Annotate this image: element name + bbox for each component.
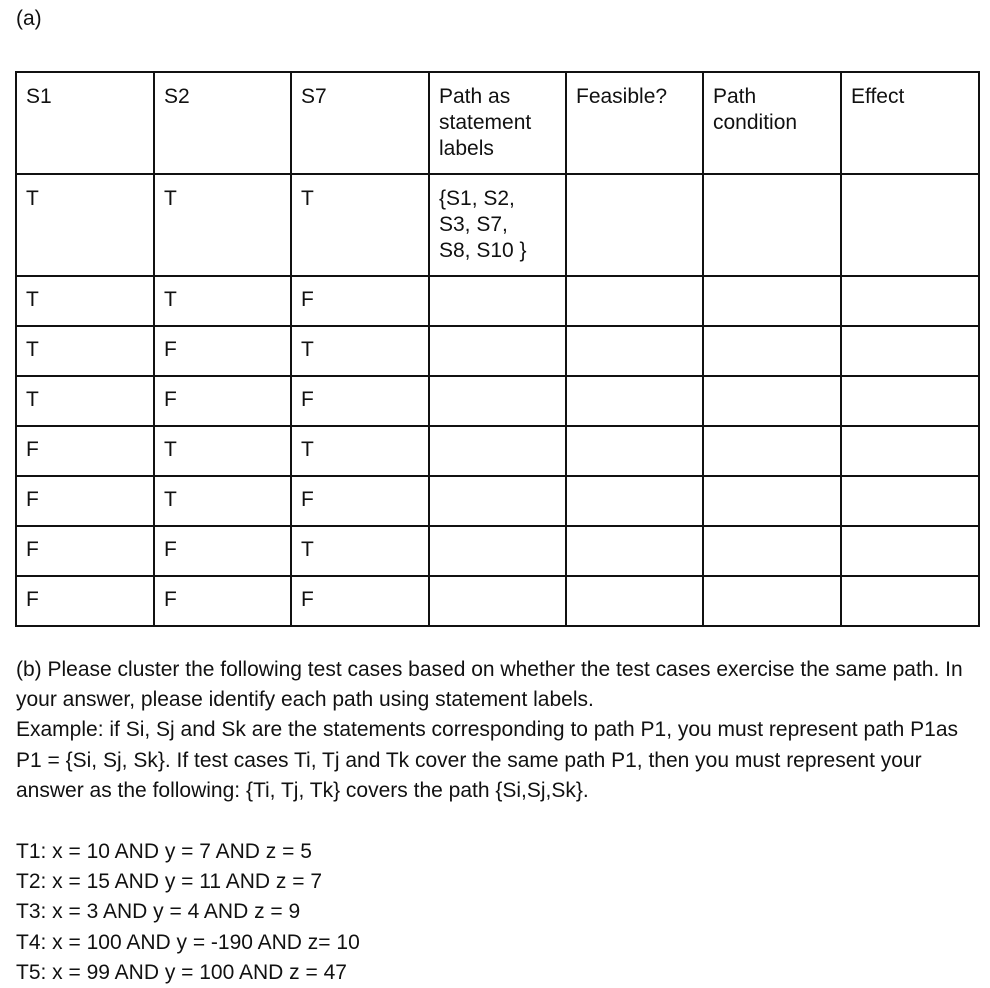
test-case-item: T3: x = 3 AND y = 4 AND z = 9 bbox=[16, 900, 301, 924]
header-cell-s2: S2 bbox=[154, 72, 291, 174]
table-cell-s1: F bbox=[16, 526, 154, 576]
test-case-item: T4: x = 100 AND y = -190 AND z= 10 bbox=[16, 930, 360, 954]
table-cell-feasible bbox=[566, 376, 703, 426]
table-cell-s2: T bbox=[154, 426, 291, 476]
table-cell-path-labels bbox=[429, 526, 566, 576]
table-cell-path-labels bbox=[429, 376, 566, 426]
header-cell-effect: Effect bbox=[841, 72, 979, 174]
table-cell-s7: F bbox=[291, 576, 429, 626]
table-cell-s7: T bbox=[291, 426, 429, 476]
table-cell-path-condition bbox=[703, 376, 841, 426]
table-cell-feasible bbox=[566, 526, 703, 576]
table-cell-effect bbox=[841, 376, 979, 426]
part-b-instructions bbox=[16, 655, 976, 806]
table-cell-effect bbox=[841, 426, 979, 476]
header-cell-s7: S7 bbox=[291, 72, 429, 174]
table-cell-effect bbox=[841, 174, 979, 276]
table-cell-path-condition bbox=[703, 326, 841, 376]
part-b-example: Example: if Si, Sj and Sk are the statements corresponding to path P1, you must represent path P1as P1 = {Si, Sj, Sk}. If test cases Ti, Tj and Tk cover the same path P1, then you must represent your answer as the following: {Ti, Tj, Tk} covers the path {Si,Sj,Sk}. bbox=[16, 718, 959, 802]
table-row bbox=[16, 426, 979, 476]
table-cell-feasible bbox=[566, 276, 703, 326]
table-cell-s1: T bbox=[16, 376, 154, 426]
part-a-label: (a) bbox=[16, 7, 42, 30]
table-cell-path-labels: {S1, S2, S3, S7, S8, S10 } bbox=[429, 174, 566, 276]
table-cell-s7: T bbox=[291, 526, 429, 576]
table-row bbox=[16, 276, 979, 326]
table-cell-s7: T bbox=[291, 326, 429, 376]
table-cell-s2: T bbox=[154, 476, 291, 526]
table-cell-s1: F bbox=[16, 476, 154, 526]
table-cell-effect bbox=[841, 276, 979, 326]
table-cell-effect bbox=[841, 526, 979, 576]
table-cell-s7: F bbox=[291, 476, 429, 526]
table-cell-s1: F bbox=[16, 576, 154, 626]
part-b-question: (b) Please cluster the following test cases based on whether the test cases exercise the same path. In your answer, please identify each path using statement labels. bbox=[16, 658, 963, 712]
table-cell-effect bbox=[841, 476, 979, 526]
table-cell-feasible bbox=[566, 476, 703, 526]
test-case-item: T2: x = 15 AND y = 11 AND z = 7 bbox=[16, 870, 323, 894]
table-cell-feasible bbox=[566, 326, 703, 376]
table-cell-s1: T bbox=[16, 276, 154, 326]
table-cell-s1: T bbox=[16, 326, 154, 376]
header-cell-path-condition: Path condition bbox=[703, 72, 841, 174]
table-cell-s1: F bbox=[16, 426, 154, 476]
table-cell-s1: T bbox=[16, 174, 154, 276]
table-cell-path-condition bbox=[703, 476, 841, 526]
test-case-list bbox=[16, 837, 360, 988]
test-case-item: T1: x = 10 AND y = 7 AND z = 5 bbox=[16, 840, 312, 863]
table-row bbox=[16, 376, 979, 426]
table-cell-s2: T bbox=[154, 174, 291, 276]
table-row bbox=[16, 526, 979, 576]
table-cell-feasible bbox=[566, 576, 703, 626]
table-cell-s7: F bbox=[291, 376, 429, 426]
header-cell-path-labels: Path as statement labels bbox=[429, 72, 566, 174]
path-table bbox=[15, 71, 980, 627]
table-cell-path-labels bbox=[429, 326, 566, 376]
table-cell-path-labels bbox=[429, 276, 566, 326]
table-cell-s2: F bbox=[154, 526, 291, 576]
table-cell-s7: T bbox=[291, 174, 429, 276]
header-cell-s1: S1 bbox=[16, 72, 154, 174]
table-cell-path-condition bbox=[703, 276, 841, 326]
table-cell-path-labels bbox=[429, 476, 566, 526]
table-cell-s2: F bbox=[154, 376, 291, 426]
table-cell-path-labels bbox=[429, 576, 566, 626]
table-cell-path-condition bbox=[703, 174, 841, 276]
table-cell-s2: T bbox=[154, 276, 291, 326]
table-cell-feasible bbox=[566, 426, 703, 476]
table-cell-effect bbox=[841, 576, 979, 626]
table-cell-path-condition bbox=[703, 526, 841, 576]
test-case-item: T5: x = 99 AND y = 100 AND z = 47 bbox=[16, 960, 347, 984]
table-row bbox=[16, 326, 979, 376]
header-cell-feasible: Feasible? bbox=[566, 72, 703, 174]
table-row bbox=[16, 174, 979, 276]
table-cell-feasible bbox=[566, 174, 703, 276]
table-cell-path-condition bbox=[703, 576, 841, 626]
table-row bbox=[16, 576, 979, 626]
table-cell-path-condition bbox=[703, 426, 841, 476]
table-cell-s2: F bbox=[154, 326, 291, 376]
table-cell-path-labels bbox=[429, 426, 566, 476]
table-cell-effect bbox=[841, 326, 979, 376]
table-cell-s2: F bbox=[154, 576, 291, 626]
table-cell-s7: F bbox=[291, 276, 429, 326]
table-header-row bbox=[16, 72, 979, 174]
table-row bbox=[16, 476, 979, 526]
